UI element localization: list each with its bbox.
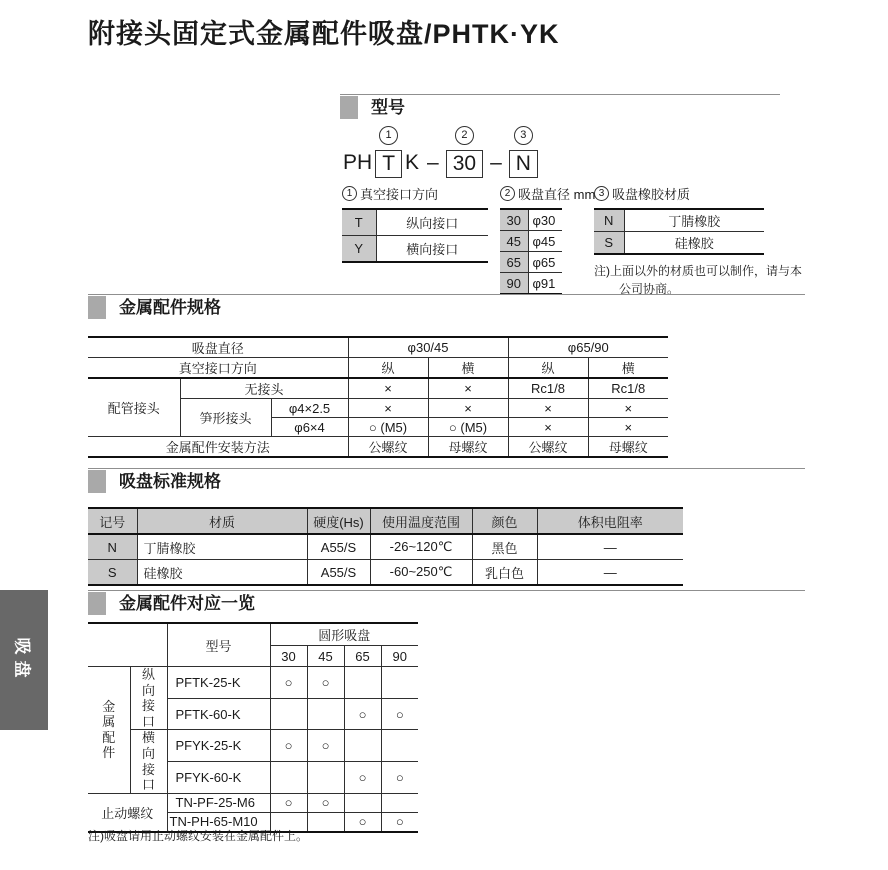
circled-number-3: 3: [514, 126, 533, 145]
row-subgroup-label: 横向接口: [130, 730, 167, 793]
rubber-table-label: [594, 184, 809, 203]
page-title: 附接头固定式金属配件吸盘/PHTK·YK: [88, 19, 560, 49]
table-header: 体积电阻率: [537, 508, 683, 534]
table-cell: N: [88, 534, 137, 560]
section-marker: [88, 296, 106, 319]
table-cell: 无接头: [180, 378, 348, 399]
table-cell: ×: [588, 399, 668, 418]
table-header: 30: [270, 646, 307, 667]
table-cell: 纵: [348, 358, 428, 379]
table-cell: ×: [428, 378, 508, 399]
fitting-spec-header: [88, 294, 805, 320]
mark-cell: ○: [344, 812, 381, 832]
table-cell: -60~250℃: [370, 560, 472, 586]
section-title: 金属配件对应一览: [119, 594, 255, 613]
table-cell: 丁腈橡胶: [624, 209, 764, 232]
correspondence-table: [88, 622, 418, 833]
model-cell: PFTK-60-K: [167, 698, 270, 730]
section-marker: [340, 96, 358, 119]
table-cell: ×: [348, 399, 428, 418]
pad-spec-header: [88, 468, 805, 494]
mark-cell: [381, 730, 418, 762]
rubber-block: [594, 184, 809, 298]
table-header: 颜色: [472, 508, 537, 534]
rubber-table-note: 注)上面以外的材质也可以制作，请与本公司协商。: [594, 264, 802, 296]
table-cell: 公螺纹: [508, 437, 588, 458]
section-title: 型号: [371, 98, 405, 117]
section-title: 金属配件规格: [119, 298, 221, 317]
circled-number-1: 1: [342, 186, 357, 201]
table-cell: —: [537, 560, 683, 586]
vacuum-port-block: [342, 184, 488, 263]
table-cell: ○ (M5): [348, 418, 428, 437]
row-group-label: 金属配件: [88, 667, 130, 794]
table-cell: Rc1/8: [588, 378, 668, 399]
table-header: 65: [344, 646, 381, 667]
table-cell: 金属配件安装方法: [88, 437, 348, 458]
mark-cell: [344, 793, 381, 812]
table-cell: φ65/90: [508, 337, 668, 358]
mark-cell: ○: [270, 730, 307, 762]
table-cell: 横: [428, 358, 508, 379]
mark-cell: ○: [307, 793, 344, 812]
model-code-infix: K: [405, 151, 420, 174]
table-cell: 母螺纹: [588, 437, 668, 458]
mark-cell: ○: [270, 667, 307, 699]
mark-cell: [307, 762, 344, 794]
row-group-label: 止动螺纹: [88, 793, 167, 832]
table-cell: ×: [588, 418, 668, 437]
diameter-table: [500, 208, 562, 295]
mark-cell: ○: [344, 698, 381, 730]
model-code-prefix: PH: [343, 151, 373, 174]
label-text: 吸盘直径 mm: [518, 187, 596, 202]
circled-number-2: 2: [500, 186, 515, 201]
table-cell: 横: [588, 358, 668, 379]
model-cell: TN-PF-25-M6: [167, 793, 270, 812]
table-cell: ×: [508, 418, 588, 437]
table-cell: Y: [342, 236, 376, 263]
table-cell: S: [594, 232, 624, 255]
table-cell: φ30/45: [348, 337, 508, 358]
table-cell: 黑色: [472, 534, 537, 560]
table-cell: 硅橡胶: [624, 232, 764, 255]
table-cell: A55/S: [307, 534, 370, 560]
model-code-slot-2: [446, 126, 483, 178]
diameter-table-label: [500, 184, 595, 203]
table-cell: ×: [428, 399, 508, 418]
table-cell: 硅橡胶: [137, 560, 307, 586]
circled-number-2: 2: [455, 126, 474, 145]
correspondence-header: [88, 590, 805, 616]
table-cell: 45: [500, 231, 528, 252]
table-cell: 纵向接口: [376, 209, 488, 236]
table-cell: 母螺纹: [428, 437, 508, 458]
table-cell: 笋形接头: [180, 399, 271, 437]
label-text: 真空接口方向: [360, 187, 439, 202]
table-cell: Rc1/8: [508, 378, 588, 399]
table-cell: T: [342, 209, 376, 236]
empty-header-cell: [88, 623, 167, 667]
table-header: 型号: [167, 623, 270, 667]
model-cell: PFTK-25-K: [167, 667, 270, 699]
table-cell: φ30: [528, 209, 562, 231]
section-marker: [88, 470, 106, 493]
vacuum-port-table: [342, 208, 488, 263]
section-title: 吸盘标准规格: [119, 472, 221, 491]
mark-cell: [307, 812, 344, 832]
mark-cell: ○: [344, 762, 381, 794]
mark-cell: ○: [381, 698, 418, 730]
model-code-box-diameter: 30: [446, 150, 483, 178]
table-cell: A55/S: [307, 560, 370, 586]
mark-cell: [381, 793, 418, 812]
model-code-box-direction: T: [375, 150, 402, 178]
mark-cell: ○: [307, 667, 344, 699]
table-cell: 真空接口方向: [88, 358, 348, 379]
table-cell: 30: [500, 209, 528, 231]
table-cell: 纵: [508, 358, 588, 379]
mark-cell: ○: [381, 812, 418, 832]
table-cell: 乳白色: [472, 560, 537, 586]
side-tab-suction-pad: [0, 590, 48, 730]
table-cell: φ6×4: [271, 418, 348, 437]
table-cell: N: [594, 209, 624, 232]
table-cell: 65: [500, 252, 528, 273]
mark-cell: ○: [307, 730, 344, 762]
table-cell: φ45: [528, 231, 562, 252]
mark-cell: [381, 667, 418, 699]
model-cell: PFYK-60-K: [167, 762, 270, 794]
table-cell: —: [537, 534, 683, 560]
vacuum-port-table-label: [342, 184, 488, 203]
model-code-dash: –: [427, 151, 439, 174]
diameter-block: [500, 184, 595, 295]
table-header: 硬度(Hs): [307, 508, 370, 534]
table-cell: 配管接头: [88, 378, 180, 437]
fitting-spec-table: [88, 336, 668, 458]
circled-number-3: 3: [594, 186, 609, 201]
table-header: 材质: [137, 508, 307, 534]
table-cell: 丁腈橡胶: [137, 534, 307, 560]
mark-cell: [270, 762, 307, 794]
model-cell: TN-PH-65-M10: [167, 812, 270, 832]
table-cell: S: [88, 560, 137, 586]
table-header: 记号: [88, 508, 137, 534]
mark-cell: [344, 730, 381, 762]
model-cell: PFYK-25-K: [167, 730, 270, 762]
mark-cell: [344, 667, 381, 699]
mark-cell: [307, 698, 344, 730]
table-cell: φ4×2.5: [271, 399, 348, 418]
model-section-header: [340, 94, 780, 120]
label-text: 吸盘橡胶材质: [612, 187, 691, 202]
circled-number-1: 1: [379, 126, 398, 145]
table-cell: 横向接口: [376, 236, 488, 263]
table-header: 90: [381, 646, 418, 667]
model-code-slot-1: [375, 126, 402, 178]
table-cell: ○ (M5): [428, 418, 508, 437]
pad-spec-table: [88, 507, 683, 586]
table-cell: φ65: [528, 252, 562, 273]
model-code: [341, 126, 539, 178]
rubber-table: [594, 208, 764, 255]
model-code-box-rubber: N: [509, 150, 538, 178]
table-cell: 公螺纹: [348, 437, 428, 458]
side-tab-label: 吸盘: [12, 637, 32, 683]
model-code-slot-3: [509, 126, 538, 178]
section-marker: [88, 592, 106, 615]
row-subgroup-label: 纵向接口: [130, 667, 167, 730]
table-header: 圆形吸盘: [270, 623, 418, 646]
table-header: 使用温度范围: [370, 508, 472, 534]
table-cell: φ91: [528, 273, 562, 295]
mark-cell: [270, 698, 307, 730]
mark-cell: ○: [270, 793, 307, 812]
table-cell: 吸盘直径: [88, 337, 348, 358]
table-cell: ×: [508, 399, 588, 418]
model-code-dash: –: [490, 151, 502, 174]
mark-cell: ○: [381, 762, 418, 794]
table-cell: -26~120℃: [370, 534, 472, 560]
table-cell: 90: [500, 273, 528, 295]
table-cell: ×: [348, 378, 428, 399]
table-header: 45: [307, 646, 344, 667]
correspondence-note: 注)吸盘请用止动螺纹安装在金属配件上。: [88, 829, 308, 843]
